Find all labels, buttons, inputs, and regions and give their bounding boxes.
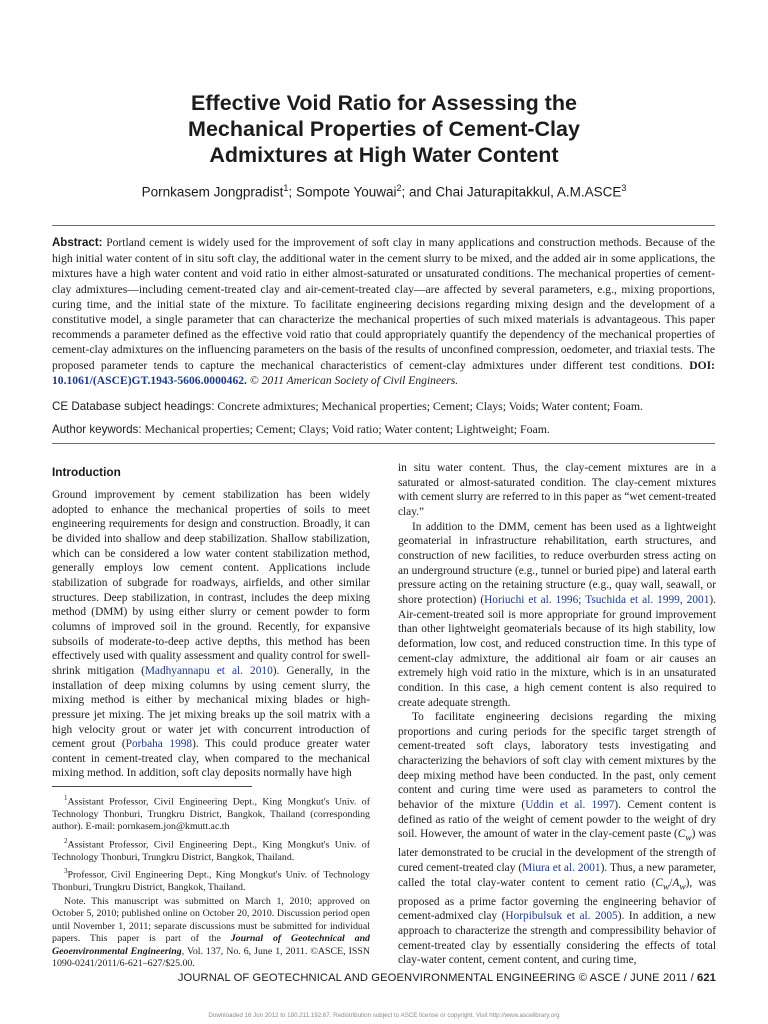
journal-name: Journal of Geotechnical and Geoenvironmental Engineering xyxy=(52,933,370,957)
symbol-cw: C xyxy=(677,828,686,841)
ce-headings-label: CE Database subject headings: xyxy=(52,400,215,413)
intro-text-3c: ) was later demonstrated to be crucial in the development of the strength of cured cement-treated clay ( xyxy=(398,828,716,874)
intro-text-1c: ). This could produce greater water content in cement-treated clay, when compared to the mechanical mixing method. In addition, soft clay deposits normally have high xyxy=(52,738,370,780)
footnote-1 xyxy=(52,792,370,834)
symbol-cw-2-sub: w xyxy=(662,881,670,892)
author-3: Chai Jaturapitakkul, A.M.ASCE xyxy=(435,184,622,200)
citation-porbaha[interactable]: Porbaha 1998 xyxy=(125,738,193,751)
page-number: 621 xyxy=(697,972,716,984)
intro-text-3e: ), was proposed as a prime factor governing the engineering behavior of cement-admixed clay ( xyxy=(398,876,716,923)
author-keywords-text: Mechanical properties; Cement; Clays; Void ratio; Water content; Lightweight; Foam. xyxy=(144,422,550,436)
symbol-aw-sub: w xyxy=(679,881,686,892)
footnote-rule xyxy=(52,786,252,787)
intro-text-3f: ). In addition, a new approach to characterize the strength and compressibility behavior of cement-treated clay by essentially considering the effects of total clay-water content, cement content, and curing time, xyxy=(398,910,717,967)
download-notice: Downloaded 16 Jun 2012 to 180.211.192.67. Redistribution subject to ASCE license or copyright. Visit http://www.ascelibrary.org xyxy=(208,1012,560,1019)
symbol-cw-sub: w xyxy=(685,833,692,844)
intro-text-1b: ). Generally, in the installation of deep mixing columns by using cement slurry, the mixing method is either by mechanical mixing blades or high-pressure jet mixing. The jet mixing breaks up the soil matrix with a high velocity grout or water jet with concurrent introduction of cement grout ( xyxy=(52,664,370,751)
author-2: Sompote Youwai xyxy=(295,184,397,200)
author-3-affil: 3 xyxy=(621,183,627,193)
title-line-1: Effective Void Ratio for Assessing the xyxy=(191,91,577,115)
footnote-2-text: Assistant Professor, Civil Engineering Dept., King Mongkut's Univ. of Technology Thonburi, Trungkru District, Bangkok, Thailand. xyxy=(52,839,370,863)
author-keywords xyxy=(52,422,715,437)
intro-paragraph-3 xyxy=(398,710,716,968)
right-column xyxy=(398,461,716,968)
footnote-3-marker: 3 xyxy=(64,867,68,876)
citation-horiuchi-tsuchida[interactable]: Horiuchi et al. 1996; Tsuchida et al. 1999, 2001 xyxy=(484,593,710,606)
intro-text-3b: ). Cement content is defined as ratio of the weight of cement powder to the weight of dry soil. However, the amount of water in the clay-cement paste ( xyxy=(398,799,716,841)
ce-subject-headings xyxy=(52,399,715,414)
footnotes xyxy=(52,792,370,972)
author-sep-1: ; xyxy=(288,184,296,200)
abstract-copyright: © 2011 American Society of Civil Engineers. xyxy=(249,373,459,387)
author-keywords-label: Author keywords: xyxy=(52,423,142,436)
footnote-3 xyxy=(52,865,370,894)
doi-link[interactable]: 10.1061/(ASCE)GT.1943-5606.0000462. xyxy=(52,373,247,387)
abstract-text: Portland cement is widely used for the improvement of soft clay in many applications and construction methods. Because of the high initial water content of in situ soft clay, the additional water in the cement slurry to be mixed, and the added air in some applications, the mixtures have a high water content and void ratio in either almost-saturated or unsaturated conditions. The mechanical properties of cement-clay admixtures—including cement-treated clay and air-cement-treated clay—are affected by several parameters, e.g., mixing proportions, curing time, and the initial state of the mixture. To facilitate engineering decisions regarding mixing design and the development of a constitutive model, a single parameter that can characterize the mechanical properties of such mixed materials is advantageous. This paper recommends a parameter defined as the effective void ratio that could appropriately quantify the dependency of the mechanical properties of cement-clay admixtures on the influencing parameters on the basis of the results of unconfined compression, oedometer, and triaxial tests. The proposed parameter tends to capture the mechanical characteristics of cement-clay admixtures under different test conditions. xyxy=(52,236,715,372)
paper-title xyxy=(80,90,688,168)
abstract-top-rule xyxy=(52,225,715,226)
citation-madhyannapu[interactable]: Madhyannapu et al. 2010 xyxy=(144,664,273,677)
citation-uddin[interactable]: Uddin et al. 1997 xyxy=(525,799,615,812)
doi-label: DOI: xyxy=(689,358,715,372)
title-line-2: Mechanical Properties of Cement-Clay xyxy=(188,117,580,141)
author-sep-2: ; and xyxy=(401,184,436,200)
citation-horpibulsuk[interactable]: Horpibulsuk et al. 2005 xyxy=(505,910,618,923)
symbol-cw-2: C xyxy=(655,876,663,889)
footnote-2 xyxy=(52,835,370,864)
symbol-slash: / xyxy=(669,876,673,889)
note-text-a: Note. This manuscript was submitted on March 1, 2010; approved on October 5, 2010; published online on October 20, 2010. Discussion period open until November 1, 2011; separate discussions must be submitted for individual papers. This paper is part of the xyxy=(52,895,370,945)
author-list xyxy=(60,183,708,200)
footnote-3-text: Professor, Civil Engineering Dept., King Mongkut's Univ. of Technology Thonburi, Trungkru District, Bangkok, Thailand. xyxy=(52,869,370,894)
author-1-affil: 1 xyxy=(283,183,289,193)
intro-text-3a: To facilitate engineering decisions regarding the mixing proportions and curing periods for the specific target strength of cement-treated soft clays, laboratory tests investigating and characterizing the behaviors of soft clay with cement mixtures by the deep mixing method have been conducted. In the past, only cement content and curing time were used as parameters to control the behavior of the mixture ( xyxy=(398,711,716,812)
ce-headings-text: Concrete admixtures; Mechanical properties; Cement; Clays; Voids; Water content; Foam. xyxy=(217,399,643,413)
intro-text-2a: In addition to the DMM, cement has been used as a lightweight geomaterial in infrastructure rehabilitation, earth structures, and construction of new facilities, to reduce overburden stress acting on an underground structure (e.g., tunnel or buried pipe) and lateral earth pressure acting on the retaining structure (e.g., quay wall, seawall, or shore protection) ( xyxy=(398,520,716,606)
title-line-3: Admixtures at High Water Content xyxy=(209,143,559,167)
author-1: Pornkasem Jongpradist xyxy=(141,184,284,200)
symbol-aw: A xyxy=(672,876,680,889)
keywords-bottom-rule xyxy=(52,443,715,444)
author-2-affil: 2 xyxy=(396,183,402,193)
intro-text-3d: ). Thus, a new parameter, called the total clay-water content to cement ratio ( xyxy=(398,861,716,889)
intro-text-1a: Ground improvement by cement stabilization has been widely adopted to enhance the mechanical properties of soils to meet engineering requirements for design and construction. Broadly, it can be divided into shallow and deep stabilization. Shallow stabilization, which can be considered a low water content stabilization method, generally employs low cement content. Applications include stabilization of subgrade for roadways, airfields, and other similar structures. Deep stabilization, in contrast, includes the deep mixing method (DMM) by using either slurry or cement powder to form columns of improved soil in the ground. Recently, for expansive subsoils of moderate-to-deep active depths, this method has been effectively used with quality assessment and quality control for swell-shrink mitigation ( xyxy=(52,489,370,677)
footnote-1-marker: 1 xyxy=(64,794,68,802)
introduction-heading: Introduction xyxy=(52,465,121,479)
abstract-label: Abstract: xyxy=(52,237,103,249)
note-text-b: , Vol. 137, No. 6, June 1, 2011. ©ASCE, ISSN 1090-0241/2011/6-621–627/$25.00. xyxy=(52,945,370,970)
abstract xyxy=(52,235,715,388)
left-column xyxy=(52,488,370,781)
intro-paragraph-1 xyxy=(52,488,370,781)
footnote-2-marker: 2 xyxy=(64,836,68,845)
intro-paragraph-continued: in situ water content. Thus, the clay-cement mixtures are in a saturated or almost-saturated condition. The clay-cement mixtures with cement slurry are referred to in this paper as “wet cement-treated clay.” xyxy=(398,462,716,518)
running-footer-text: JOURNAL OF GEOTECHNICAL AND GEOENVIRONMENTAL ENGINEERING © ASCE / JUNE 2011 / xyxy=(177,972,698,984)
citation-miura[interactable]: Miura et al. 2001 xyxy=(522,861,601,874)
manuscript-note xyxy=(52,896,370,971)
footnote-1-text: Assistant Professor, Civil Engineering Dept., King Mongkut's Univ. of Technology Thonburi, Trungkru District, Bangkok, Thailand (corresponding author). E-mail: pornkasem.jon@kmutt.ac.th xyxy=(52,796,370,833)
intro-text-2b: ). Air-cement-treated soil is more appropriate for ground improvement than other lightweight geomaterials because of its high stability, low deformation, low cost, and reduced construction time. In this type of cement-clay admixture, the additional air foam or air causes an extremely high void ratio in the mixture, which is in an unsaturated condition. In this case, a high cement content is also required to create adequate strength. xyxy=(398,593,716,709)
intro-paragraph-2 xyxy=(398,520,716,711)
running-footer xyxy=(178,972,716,984)
